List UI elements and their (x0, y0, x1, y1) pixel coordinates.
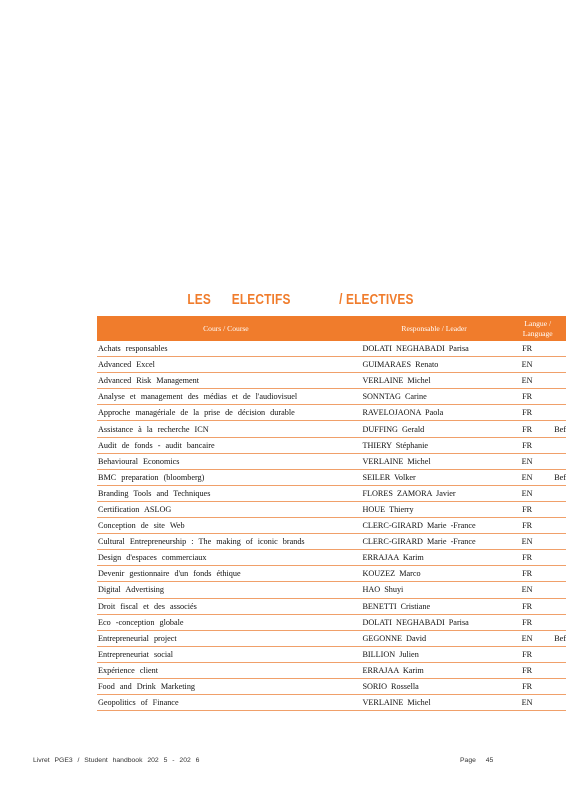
responsible-cell: SORIO Rossella (362, 682, 419, 692)
table-row (97, 454, 566, 470)
course-cell: Eco -conception globale (98, 617, 184, 627)
language-cell: EN (521, 472, 533, 482)
course-cell: Advanced Excel (98, 360, 155, 370)
responsible-cell: HOUE Thierry (362, 504, 414, 514)
responsible-cell: KOUZEZ Marco (362, 569, 421, 579)
footer-page (460, 757, 493, 764)
table-row (97, 389, 566, 405)
header-language (513, 319, 566, 339)
header-responsible: Responsable / Leader (401, 324, 467, 333)
language-cell: EN (521, 488, 533, 498)
table-row (97, 534, 566, 550)
responsible-cell: BILLION Julien (362, 649, 419, 659)
course-cell: Droit fiscal et des associés (98, 601, 197, 611)
course-cell: Branding Tools and Techniques (98, 488, 211, 498)
responsible-cell: VERLAINE Michel (362, 376, 431, 386)
footer-page-number: 45 (485, 757, 494, 764)
table-row (97, 470, 566, 486)
table-row (97, 421, 566, 437)
table-row (97, 695, 566, 711)
responsible-cell: DUFFING Gerald (362, 424, 425, 434)
course-cell: Cultural Entrepreneurship : The making of iconic brands (98, 537, 305, 547)
responsible-cell: GEGONNE David (362, 633, 427, 643)
language-cell: FR (522, 569, 533, 579)
title-part-electives: / ELECTIVES (339, 292, 414, 308)
extra-cell: Bef (554, 633, 566, 643)
course-cell: Approche managériale de la prise de décision durable (98, 408, 295, 418)
table-row (97, 599, 566, 615)
electives-table (97, 316, 566, 711)
responsible-cell: ERRAJAA Karim (362, 553, 424, 563)
course-cell: Analyse et management des médias et de l'audiovisuel (98, 392, 298, 402)
language-cell: EN (521, 537, 533, 547)
course-cell: Behavioural Economics (98, 456, 180, 466)
table-body (97, 341, 566, 711)
language-cell: FR (522, 649, 533, 659)
header-course: Cours / Course (203, 324, 249, 333)
responsible-cell: ERRAJAA Karim (362, 665, 424, 675)
footer-page-label: Page (460, 757, 476, 764)
table-row (97, 486, 566, 502)
language-cell: FR (522, 408, 533, 418)
language-cell: FR (522, 682, 533, 692)
language-cell: FR (522, 665, 533, 675)
title-part-electifs: ELECTIFS (231, 292, 291, 308)
language-cell: EN (521, 585, 533, 595)
language-cell: EN (521, 698, 533, 708)
responsible-cell: SONNTAG Carine (362, 392, 427, 402)
responsible-cell: BENETTI Cristiane (362, 601, 431, 611)
responsible-cell: HAO Shuyi (362, 585, 404, 595)
responsible-cell: CLERC-GIRARD Marie -France (362, 521, 476, 531)
language-cell: FR (522, 601, 533, 611)
responsible-cell: FLORES ZAMORA Javier (362, 488, 456, 498)
course-cell: Design d'espaces commerciaux (98, 553, 207, 563)
table-row (97, 405, 566, 421)
header-language-line2: Language (522, 328, 553, 338)
course-cell: Achats responsables (98, 344, 168, 354)
table-row (97, 647, 566, 663)
language-cell: EN (521, 633, 533, 643)
table-row (97, 566, 566, 582)
table-row (97, 550, 566, 566)
language-cell: FR (522, 617, 533, 627)
header-language-line1: Langue / (524, 318, 552, 328)
course-cell: Certification ASLOG (98, 504, 172, 514)
language-cell: FR (522, 521, 533, 531)
course-cell: BMC preparation (bloomberg) (98, 472, 205, 482)
table-row (97, 679, 566, 695)
language-cell: EN (521, 376, 533, 386)
table-row (97, 502, 566, 518)
language-cell: EN (521, 456, 533, 466)
table-header (97, 316, 566, 341)
responsible-cell: THIERY Stéphanie (362, 440, 429, 450)
table-row (97, 582, 566, 598)
table-row (97, 438, 566, 454)
course-cell: Advanced Risk Management (98, 376, 200, 386)
course-cell: Devenir gestionnaire d'un fonds éthique (98, 569, 241, 579)
responsible-cell: VERLAINE Michel (362, 456, 431, 466)
table-row (97, 357, 566, 373)
course-cell: Food and Drink Marketing (98, 682, 196, 692)
responsible-cell: GUIMARAES Renato (362, 360, 439, 370)
responsible-cell: RAVELOJAONA Paola (362, 408, 444, 418)
table-row (97, 663, 566, 679)
course-cell: Conception de site Web (98, 521, 185, 531)
language-cell: FR (522, 344, 533, 354)
course-cell: Entrepreneurial project (98, 633, 177, 643)
extra-cell: Bef (554, 472, 566, 482)
course-cell: Audit de fonds - audit bancaire (98, 440, 215, 450)
course-cell: Digital Advertising (98, 585, 164, 595)
language-cell: FR (522, 553, 533, 563)
responsible-cell: VERLAINE Michel (362, 698, 431, 708)
course-cell: Assistance à la recherche ICN (98, 424, 209, 434)
table-row (97, 518, 566, 534)
table-row (97, 631, 566, 647)
language-cell: EN (521, 360, 533, 370)
course-cell: Expérience client (98, 665, 159, 675)
language-cell: FR (522, 424, 533, 434)
table-row (97, 615, 566, 631)
course-cell: Entrepreneuriat social (98, 649, 174, 659)
responsible-cell: SEILER Volker (362, 472, 416, 482)
table-row (97, 341, 566, 357)
language-cell: FR (522, 504, 533, 514)
responsible-cell: DOLATI NEGHABADI Parisa (362, 344, 469, 354)
language-cell: FR (522, 440, 533, 450)
responsible-cell: CLERC-GIRARD Marie -France (362, 537, 476, 547)
responsible-cell: DOLATI NEGHABADI Parisa (362, 617, 469, 627)
footer-handbook: Livret PGE3 / Student handbook 202 5 - 202 6 (33, 757, 200, 764)
extra-cell: Bef (554, 424, 566, 434)
course-cell: Geopolitics of Finance (98, 698, 179, 708)
page-title (68, 292, 532, 308)
title-part-les: LES (187, 292, 211, 308)
table-row (97, 373, 566, 389)
language-cell: FR (522, 392, 533, 402)
